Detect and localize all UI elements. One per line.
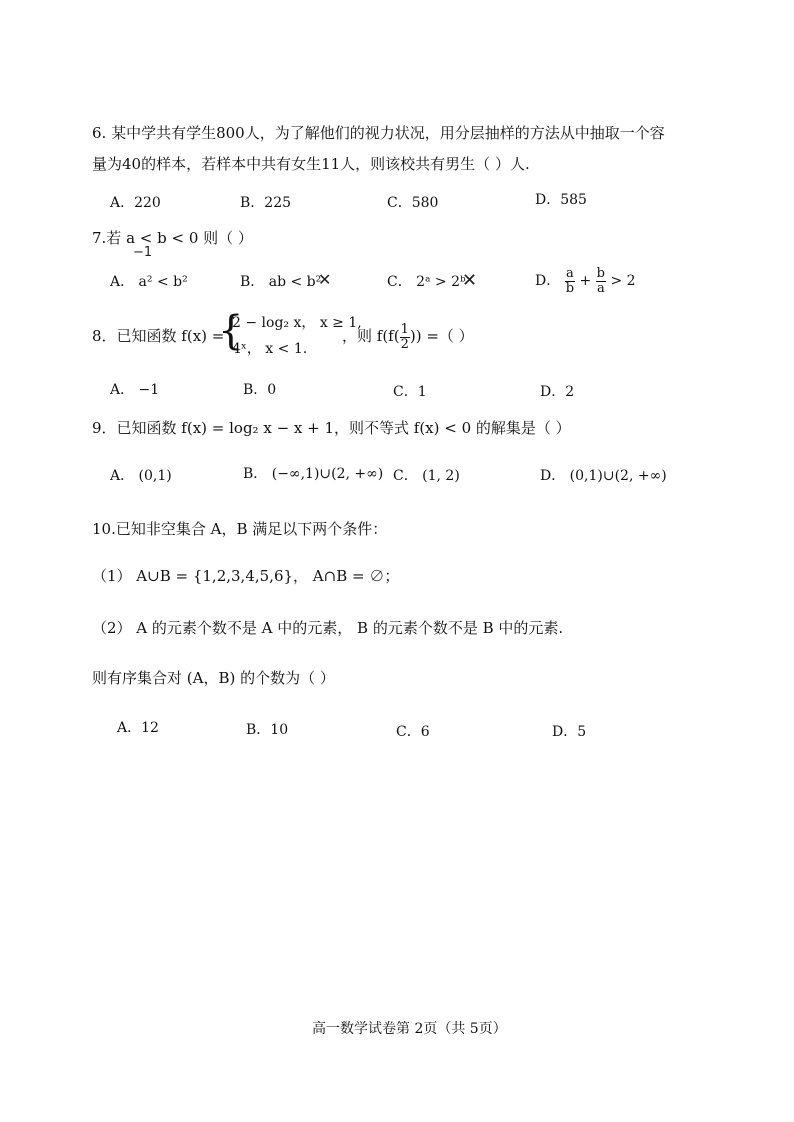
q10-option-a[interactable]: A．12 (117, 720, 159, 736)
plus-sign: + (579, 273, 592, 289)
piecewise-brace-icon: { (218, 308, 244, 354)
q8-option-a[interactable]: A． −1 (110, 382, 160, 398)
q6-stem-line1: 6. 某中学共有学生800人，为了解他们的视力状况，用分层抽样的方法从中抽取一个容 (92, 124, 665, 142)
q7-handwritten-note: −1 (133, 245, 153, 260)
q7-option-a[interactable]: A． a² < b² (110, 274, 188, 290)
q9-option-d[interactable]: D． (0,1)∪(2, +∞) (540, 468, 667, 484)
fraction-numerator: a (565, 265, 574, 281)
fraction-denominator: b (565, 280, 575, 296)
q8-then-text: ，则 f(f( (342, 327, 400, 345)
q10-condition-2: （2） A 的元素个数不是 A 中的元素， B 的元素个数不是 B 中的元素. (92, 619, 564, 637)
q8-piece-2: 4ˣ， x < 1. (232, 341, 308, 357)
fraction-numerator: 1 (400, 321, 409, 337)
q10-option-b[interactable]: B．10 (246, 722, 289, 738)
q8-stem-tail (342, 318, 474, 354)
q8-stem-prefix: 8．已知函数 f(x) = (92, 327, 225, 345)
q6-option-c[interactable]: C．580 (387, 195, 439, 211)
q10-condition-1: （1） A∪B = {1,2,3,4,5,6}， A∩B = ∅； (92, 567, 400, 585)
q7-option-d[interactable] (535, 262, 636, 300)
q8-option-b[interactable]: B．0 (243, 382, 277, 398)
q9-stem: 9．已知函数 f(x) = log₂ x − x + 1，则不等式 f(x) < 0 的解集是（ ） (92, 419, 571, 437)
page-footer: 高一数学试卷第 2页（共 5页） (312, 1021, 507, 1037)
q7-option-b-cross-mark: ✕ (318, 270, 332, 289)
q10-option-d[interactable]: D．5 (552, 724, 587, 740)
q9-option-a[interactable]: A． (0,1) (110, 468, 172, 484)
fraction-denominator: a (596, 280, 605, 296)
q8-option-c[interactable]: C．1 (393, 384, 427, 400)
q10-stem: 10.已知非空集合 A，B 满足以下两个条件： (92, 520, 388, 538)
q6-option-a[interactable]: A．220 (110, 195, 161, 211)
q8-half-fraction (400, 323, 410, 352)
q7-option-d-label: D． (535, 273, 561, 289)
q6-option-d[interactable]: D．585 (535, 192, 587, 208)
q8-piece-1: 2 − log₂ x， x ≥ 1, (232, 315, 362, 331)
q7-option-b[interactable]: B． ab < b² (240, 274, 322, 290)
q7-option-d-tail: > 2 (610, 273, 636, 289)
q7-stem: 7.若 a < b < 0 则（ ） (92, 229, 253, 247)
q9-option-c[interactable]: C． (1, 2) (393, 468, 460, 484)
q10-question: 则有序集合对 (A，B) 的个数为（ ） (92, 669, 335, 687)
q6-option-b[interactable]: B．225 (240, 195, 292, 211)
q10-option-c[interactable]: C．6 (396, 724, 430, 740)
q8-option-d[interactable]: D．2 (540, 384, 575, 400)
q6-stem-line2: 量为40的样本，若样本中共有女生11人，则该校共有男生（ ）人. (92, 155, 530, 173)
q7-option-c-cross-mark: ✕ (462, 270, 478, 291)
q7-option-c[interactable]: C． 2ᵃ > 2ᵇ (387, 274, 466, 290)
fraction-denominator: 2 (400, 336, 409, 352)
fraction-numerator: b (596, 265, 605, 281)
q7-option-d-fraction-b-over-a (596, 267, 606, 296)
q7-option-d-fraction-a-over-b (565, 267, 575, 296)
q8-tail-text: )) =（ ） (409, 327, 474, 345)
q9-option-b[interactable]: B． (−∞,1)∪(2, +∞) (243, 466, 384, 482)
